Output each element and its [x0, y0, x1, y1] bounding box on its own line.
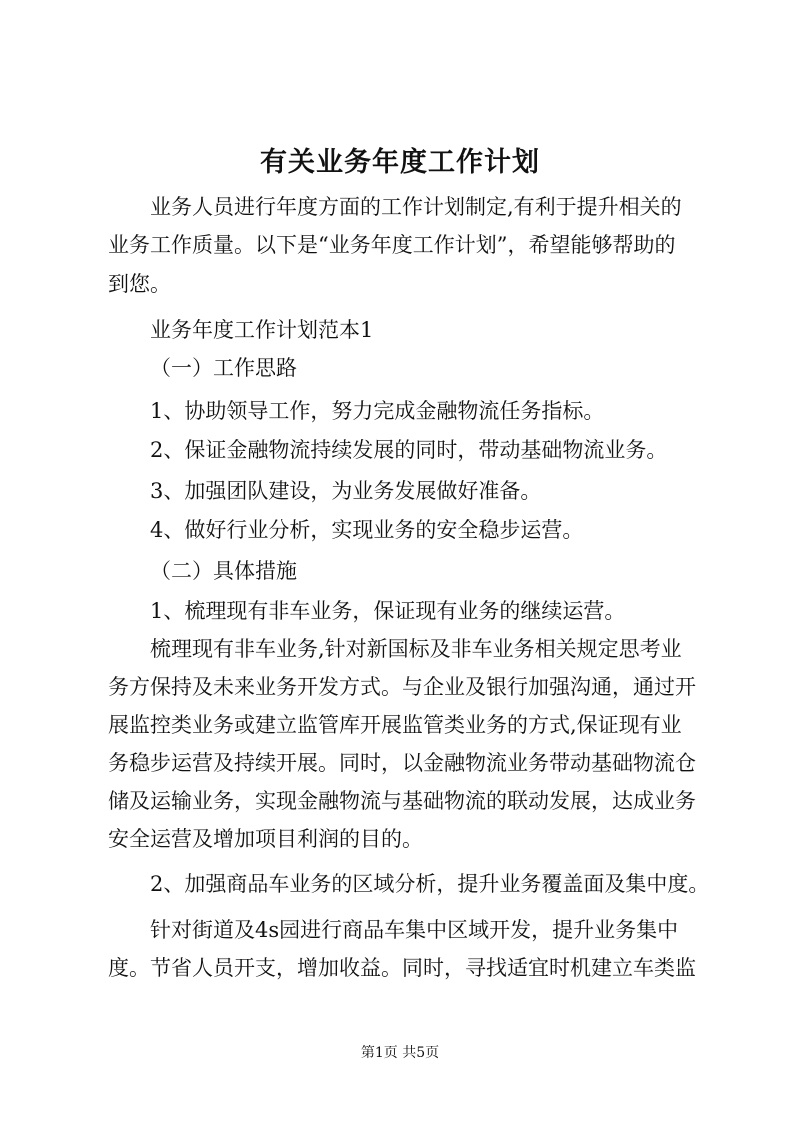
document-title: 有关业务年度工作计划 [260, 147, 540, 178]
list-item: 1、协助领导工作，努力完成金融物流任务指标。 [150, 399, 605, 423]
body-line: 储及运输业务，实现金融物流与基础物流的联动发展，达成业务 [108, 789, 696, 813]
body-line: 度。节省人员开支，增加收益。同时，寻找适宜时机建立车类监 [108, 956, 696, 980]
section-heading: 业务年度工作计划范本1 [150, 318, 374, 342]
list-item: 1、梳理现有非车业务，保证现有业务的继续运营。 [150, 599, 626, 623]
body-line: 业务工作质量。以下是“业务年度工作计划”，希望能够帮助的 [108, 233, 676, 257]
subsection-heading: （二）具体措施 [150, 559, 297, 583]
body-line: 业务人员进行年度方面的工作计划制定,有利于提升相关的 [150, 195, 682, 219]
page-number: 第1页 共5页 [360, 1045, 440, 1061]
body-line: 展监控类业务或建立监管库开展监管类业务的方式,保证现有业 [108, 713, 682, 737]
subsection-heading: （一）工作思路 [150, 356, 297, 380]
list-item: 4、做好行业分析，实现业务的安全稳步运营。 [150, 518, 584, 542]
list-item: 2、加强商品车业务的区域分析，提升业务覆盖面及集中度。 [150, 872, 710, 896]
body-line: 到您。 [108, 272, 171, 296]
body-line: 务稳步运营及持续开展。同时，以金融物流业务带动基础物流仓 [108, 751, 696, 775]
body-line: 务方保持及未来业务开发方式。与企业及银行加强沟通，通过开 [108, 675, 696, 699]
list-item: 3、加强团队建设，为业务发展做好准备。 [150, 479, 542, 503]
body-line: 安全运营及增加项目利润的目的。 [108, 827, 423, 851]
body-line: 针对街道及4s园进行商品车集中区域开发，提升业务集中 [150, 918, 679, 942]
body-line: 梳理现有非车业务,针对新国标及非车业务相关规定思考业 [150, 637, 682, 661]
list-item: 2、保证金融物流持续发展的同时，带动基础物流业务。 [150, 438, 668, 462]
